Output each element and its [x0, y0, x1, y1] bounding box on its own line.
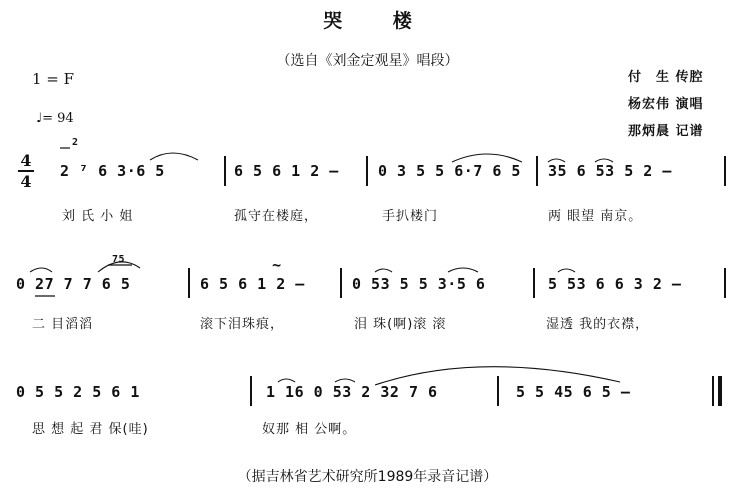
measure-3: 0 3 5 5 6·7 6 5 — [378, 162, 521, 180]
ornament-mark: ∼ — [272, 256, 282, 274]
grace-note: 2 — [72, 137, 79, 148]
measure-2: 6 5 6 1 2 – — [234, 162, 339, 180]
measure-7: 0 53 5 5 3·5 6 — [352, 275, 486, 293]
measure-1: 2 ⁷ 6 3·6 5 — [60, 162, 165, 180]
measure-11: 5 5 45 6 5 – — [516, 383, 631, 401]
lyric-line: 两 眼望 南京。 — [548, 209, 643, 224]
measure-5: 0 27 7 7 6 5 — [16, 275, 131, 293]
lyric-line: 手扒楼门 — [382, 209, 439, 224]
grace-note: 75 — [112, 254, 126, 265]
tempo-marking: ♩= 94 — [36, 111, 74, 126]
lyric-line: 二 目滔滔 — [32, 317, 94, 332]
measure-9: 0 5 5 2 5 6 1 — [16, 383, 140, 401]
time-signature-bottom: 4 — [20, 172, 32, 191]
credit-performer: 杨宏伟 演唱 — [628, 97, 704, 112]
time-signature-top: 4 — [20, 151, 32, 170]
lyric-line: 滚下泪珠痕， — [200, 317, 285, 332]
time-signature — [18, 152, 34, 190]
lyric-line: 刘 氏 小 姐 — [62, 209, 134, 224]
lyric-line: 孤守在楼庭， — [234, 209, 319, 224]
song-title: 哭 楼 — [323, 10, 434, 32]
measure-8: 5 53 6 6 3 2 – — [548, 275, 682, 293]
key-signature: 1 = F — [32, 70, 75, 88]
measure-6: 6 5 6 1 2 – — [200, 275, 305, 293]
lyric-line: 泪 珠(啊)滚 滚 — [354, 317, 447, 332]
credit-composer: 付 生 传腔 — [628, 70, 704, 85]
footer-source: （据吉林省艺术研究所1989年录音记谱） — [237, 469, 498, 485]
lyric-line: 奴那 相 公啊。 — [262, 422, 357, 437]
lyric-line: 湿透 我的衣襟， — [546, 317, 650, 332]
source-note: （选自《刘金定观星》唱段） — [276, 53, 459, 69]
credit-transcriber: 那炳晨 记谱 — [628, 124, 704, 139]
measure-10: 1 16 0 53 2 32 7 6 — [266, 383, 438, 401]
measure-4: 35 6 53 5 2 – — [548, 162, 672, 180]
lyric-line: 思 想 起 君 保(哇) — [32, 422, 149, 437]
